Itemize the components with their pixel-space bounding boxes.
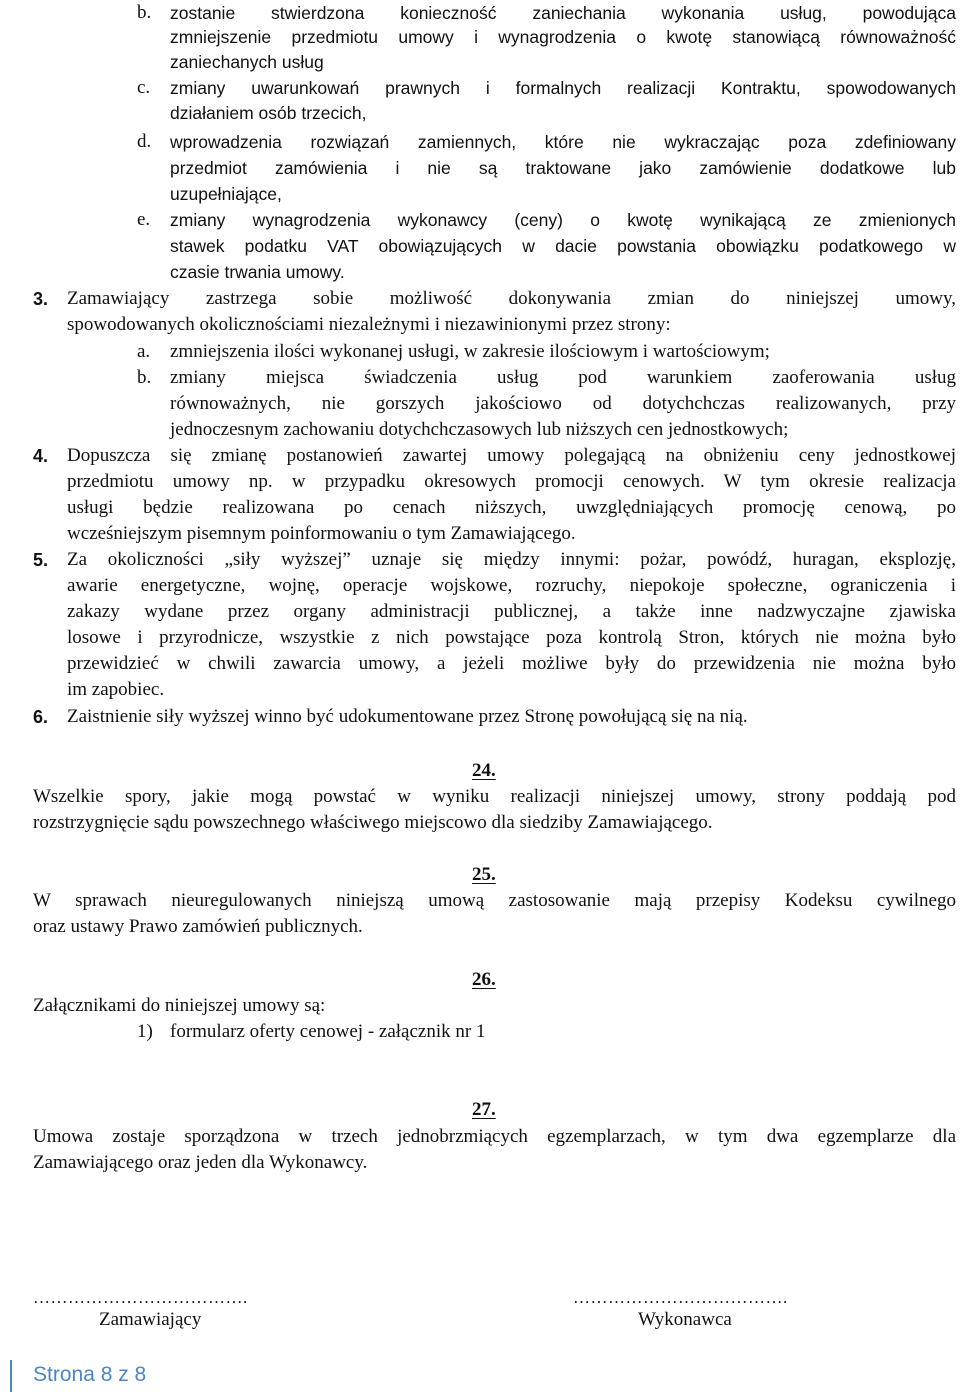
point-3-item-a-line-1: zmniejszenia ilości wykonanej usługi, w zakresie ilościowym i wartościowym; [170, 341, 770, 362]
item-e-line-1: zmiany wynagrodzenia wykonawcy (ceny) o kwotę wynikającą ze zmienionych [170, 210, 956, 230]
section-26-title [472, 967, 496, 993]
section-27-line-2: Zamawiającego oraz jeden dla Wykonawcy. [33, 1152, 368, 1173]
point-3-item-b-line-3: jednoczesnym zachowaniu dotychchczasowych lub niższych cen jednostkowych; [170, 419, 789, 440]
section-25-number: 25. [472, 864, 496, 885]
section-24-title [472, 758, 496, 784]
signature-line-right: ………………………………. [573, 1288, 788, 1307]
point-3-number: 3. [33, 289, 49, 309]
section-24-line-1: Wszelkie spory, jakie mogą powstać w wyniku realizacji niniejszej umowy, strony poddają pod [33, 786, 956, 807]
point-3-line-1: Zamawiający zastrzega sobie możliwość dokonywania zmian do niniejszej umowy, [67, 288, 956, 309]
section-26-item-text: formularz oferty cenowej - załącznik nr 1 [170, 1021, 486, 1042]
item-d-line-1: wprowadzenia rozwiązań zamiennych, które nie wykraczając poza zdefiniowany [170, 132, 956, 152]
point-4-line-4: wcześniejszym pisemnym poinformowaniu o tym Zamawiającego. [67, 523, 576, 544]
point-6-text: Zaistnienie siły wyższej winno być udokumentowane przez Stronę powołującą się na nią. [67, 706, 748, 727]
section-25-line-2: oraz ustawy Prawo zamówień publicznych. [33, 916, 363, 937]
item-b-line-2: zmniejszenie przedmiotu umowy i wynagrodzenia o kwotę stanowiącą równoważność [170, 27, 956, 47]
signature-label-right: Wykonawca [638, 1309, 732, 1330]
item-e-line-2: stawek podatku VAT obowiązujących w dacie powstania obowiązku podatkowego w [170, 236, 956, 256]
point-3-item-label-b: b. [137, 367, 152, 388]
point-5-line-4: losowe i przyrodnicze, wszystkie z nich powstające poza kontrolą Stron, których nie można było [67, 627, 956, 648]
signature-line-left: ………………………………. [33, 1288, 248, 1307]
point-3-item-b-line-1: zmiany miejsca świadczenia usług pod warunkiem zaoferowania usług [170, 367, 956, 388]
section-27-title [472, 1097, 496, 1123]
section-27-line-1: Umowa zostaje sporządzona w trzech jednobrzmiących egzemplarzach, w tym dwa egzemplarze dla [33, 1126, 956, 1147]
item-b-line-3: zaniechanych usług [170, 52, 324, 72]
section-26-item-label: 1) [137, 1021, 153, 1042]
item-d-line-3: uzupełniające, [170, 184, 282, 204]
item-label-b: b. [137, 2, 152, 23]
item-label-e: e. [137, 209, 151, 230]
item-label-c: c. [137, 77, 151, 98]
point-5-line-3: zakazy wydane przez organy administracji publicznej, a także inne nadzwyczajne zjawiska [67, 601, 956, 622]
point-4-line-2: przedmiotu umowy np. w przypadku okresowych promocji cenowych. W tym okresie realizacja [67, 471, 956, 492]
point-5-line-1: Za okoliczności „siły wyższej” uznaje się między innymi: pożar, powódź, huragan, eksplozję, [67, 549, 956, 570]
section-25-line-1: W sprawach nieuregulowanych niniejszą umową zastosowanie mają przepisy Kodeksu cywilnego [33, 890, 956, 911]
section-24-number: 24. [472, 760, 496, 781]
section-27-number: 27. [472, 1099, 496, 1120]
point-5-number: 5. [33, 550, 49, 570]
section-26-intro: Załącznikami do niniejszej umowy są: [33, 995, 326, 1016]
point-4-line-1: Dopuszcza się zmianę postanowień zawartej umowy polegającą na obniżeniu ceny jednostkowej [67, 445, 956, 466]
section-24-line-2: rozstrzygnięcie sądu powszechnego właściwego miejscowo dla siedziby Zamawiającego. [33, 812, 713, 833]
item-label-d: d. [137, 131, 152, 152]
point-3-item-b-line-2: równoważnych, nie gorszych jakościowo od dotychchczas realizowanych, przy [170, 393, 956, 414]
point-4-line-3: usługi będzie realizowana po cenach niższych, uwzględniających promocję cenową, po [67, 497, 956, 518]
section-26-number: 26. [472, 969, 496, 990]
item-c-line-1: zmiany uwarunkowań prawnych i formalnych realizacji Kontraktu, spowodowanych [170, 78, 956, 98]
signature-label-left: Zamawiający [99, 1309, 202, 1330]
point-5-line-5: przewidzieć w chwili zawarcia umowy, a jeżeli możliwe były do przewidzenia nie można było [67, 653, 956, 674]
item-b-line-1: zostanie stwierdzona konieczność zaniechania wykonania usług, powodująca [170, 3, 956, 23]
item-e-line-3: czasie trwania umowy. [170, 262, 345, 282]
section-25-title [472, 862, 496, 888]
point-6-number: 6. [33, 707, 49, 727]
point-3-line-2: spowodowanych okolicznościami niezależnymi i niezawinionymi przez strony: [67, 314, 671, 335]
item-c-line-2: działaniem osób trzecich, [170, 103, 367, 123]
item-d-line-2: przedmiot zamówienia i nie są traktowane jako zamówienie dodatkowe lub [170, 158, 956, 178]
point-3-item-label-a: a. [137, 341, 151, 362]
point-5-line-6: im zapobiec. [67, 679, 165, 700]
footer-accent-bar [10, 1360, 12, 1392]
page-number: Strona 8 z 8 [33, 1363, 147, 1386]
point-4-number: 4. [33, 446, 49, 466]
point-5-line-2: awarie energetyczne, wojnę, operacje wojskowe, rozruchy, niepokoje społeczne, ograniczenia i [67, 575, 956, 596]
